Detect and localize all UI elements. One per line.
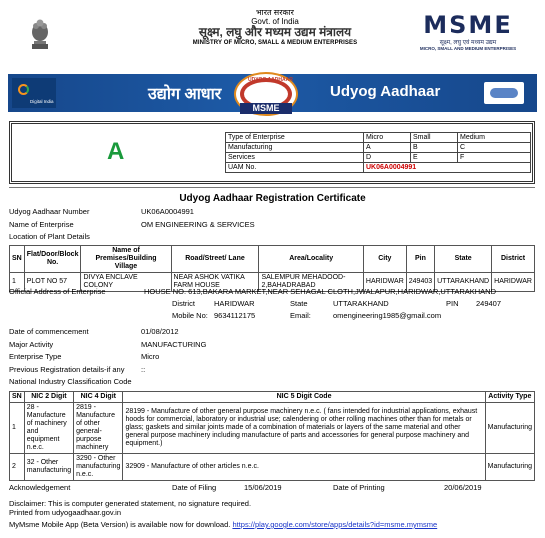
col-header: Name of Premises/Building Village bbox=[81, 246, 171, 273]
gov-hindi: भारत सरकार bbox=[256, 8, 294, 17]
table-cell: Manufacturing bbox=[485, 454, 534, 481]
digital-india-logo bbox=[12, 78, 56, 108]
badge-msme-text: MSME bbox=[240, 103, 292, 114]
enterprise-type-label: Enterprise Type bbox=[9, 352, 62, 361]
col-header: City bbox=[363, 246, 406, 273]
msme-letters: MSME bbox=[423, 11, 513, 39]
acknowledgement-label: Acknowledgement bbox=[9, 483, 71, 492]
pin-value: 249407 bbox=[476, 299, 502, 308]
table-cell: 1 bbox=[10, 273, 25, 292]
government-logo-mark bbox=[490, 88, 518, 98]
type-header-small: Small bbox=[411, 133, 458, 143]
ministry-english: MINISTRY OF MICRO, SMALL & MEDIUM ENTERPRISES bbox=[192, 40, 358, 47]
table-cell: 249403 bbox=[406, 273, 434, 292]
table-row bbox=[10, 403, 535, 454]
udyog-number-label: Udyog Aadhaar Number bbox=[9, 207, 90, 216]
gov-english: Govt. of India bbox=[251, 17, 299, 27]
col-header: Area/Locality bbox=[259, 246, 363, 273]
col-header: SN bbox=[10, 246, 25, 273]
type-label: Manufacturing bbox=[226, 143, 364, 153]
type-cell: F bbox=[458, 153, 531, 163]
col-header: NIC 5 Digit Code bbox=[123, 392, 485, 403]
col-header: Flat/Door/Block No. bbox=[24, 246, 81, 273]
disclaimer-text: Disclaimer: This is computer generated statement, no signature required. bbox=[9, 499, 252, 508]
official-address-label: Official Address of Enterprise bbox=[9, 287, 106, 296]
type-cell: D bbox=[364, 153, 411, 163]
table-row bbox=[226, 163, 531, 173]
type-cell: B bbox=[411, 143, 458, 153]
udyog-aadhaar-english: Udyog Aadhaar bbox=[330, 83, 441, 100]
prev-registration-label: Previous Registration details-if any bbox=[9, 365, 125, 374]
col-header: SN bbox=[10, 392, 25, 403]
email-label: Email: bbox=[290, 311, 311, 320]
printing-date-label: Date of Printing bbox=[333, 483, 385, 492]
table-cell: 28 - Manufacture of machinery and equipment n.e.c. bbox=[24, 403, 73, 454]
type-label: Services bbox=[226, 153, 364, 163]
district-label: District bbox=[172, 299, 195, 308]
app-available-text bbox=[9, 520, 437, 529]
plant-details-table bbox=[9, 245, 535, 292]
state-value: UTTARAKHAND bbox=[333, 299, 389, 308]
type-header-label: Type of Enterprise bbox=[226, 133, 364, 143]
ministry-title bbox=[150, 8, 400, 47]
nic-code-table bbox=[9, 391, 535, 481]
table-row bbox=[226, 153, 531, 163]
col-header: District bbox=[492, 246, 535, 273]
table-cell: DIVYA ENCLAVE COLONY bbox=[81, 273, 171, 292]
udyog-banner bbox=[8, 74, 537, 112]
table-row bbox=[226, 143, 531, 153]
certificate-title: Udyog Aadhaar Registration Certificate bbox=[179, 193, 366, 204]
udyog-aadhaar-hindi: उद्योग आधार bbox=[148, 86, 222, 103]
table-cell: 28199 - Manufacture of other general purpose machinery n.e.c. ( fans intended for industrial applications, exhaust hoods for commercial, laboratory or industrial use; calendering or other rolling machines other than for metals or glass; gaskets and similar joints made of a combination of materials or layers of the same material and other general purpose machinery including manufacture of parts and accessories for general purpose machinery and equipment.) bbox=[123, 403, 485, 454]
table-header-row bbox=[10, 392, 535, 403]
col-header: State bbox=[435, 246, 492, 273]
table-cell: UTTARAKHAND bbox=[435, 273, 492, 292]
enterprise-name-value: OM ENGINEERING & SERVICES bbox=[141, 220, 255, 229]
enterprise-name-label: Name of Enterprise bbox=[9, 220, 74, 229]
uam-label: UAM No. bbox=[226, 163, 364, 173]
mobile-label: Mobile No: bbox=[172, 311, 208, 320]
email-value: omengineering1985@gmail.com bbox=[333, 311, 442, 320]
mobile-value: 9634112175 bbox=[214, 311, 256, 320]
ministry-header bbox=[0, 0, 545, 74]
category-grade: A bbox=[107, 138, 125, 165]
enterprise-type-table bbox=[225, 132, 531, 173]
table-cell: NEAR ASHOK VATIKA FARM HOUSE bbox=[171, 273, 259, 292]
ministry-hindi: सूक्ष्म, लघु और मध्यम उद्यम मंत्रालय bbox=[198, 25, 352, 40]
uam-value: UK06A0004991 bbox=[364, 163, 531, 173]
udyog-number-value: UK06A0004991 bbox=[141, 207, 194, 216]
major-activity-label: Major Activity bbox=[9, 340, 54, 349]
table-cell: 32909 - Manufacture of other articles n.e.c. bbox=[123, 454, 485, 481]
table-cell: 2 bbox=[10, 454, 25, 481]
table-cell: HARIDWAR bbox=[363, 273, 406, 292]
col-header: NIC 4 Digit bbox=[74, 392, 123, 403]
badge-top-text: UDYOG AADHAAR bbox=[248, 77, 293, 83]
table-cell: 1 bbox=[10, 403, 25, 454]
app-download-link[interactable]: https://play.google.com/store/apps/details?id=msme.mymsme bbox=[232, 520, 438, 529]
msme-hindi: सूक्ष्म, लघु एवं मध्यम उद्यम bbox=[439, 40, 497, 46]
enterprise-category-box bbox=[9, 121, 535, 184]
col-header: Road/Street/ Lane bbox=[171, 246, 259, 273]
printed-from-text: Printed from udyogaadhaar.gov.in bbox=[9, 508, 122, 517]
type-cell: A bbox=[364, 143, 411, 153]
col-header: Activity Type bbox=[485, 392, 534, 403]
msme-english: MICRO, SMALL AND MEDIUM ENTERPRISES bbox=[419, 46, 517, 51]
district-value: HARIDWAR bbox=[214, 299, 255, 308]
table-cell: SALEMPUR MEHADOOD-2,BAHADRABAD bbox=[259, 273, 363, 292]
table-cell: Manufacturing bbox=[485, 403, 534, 454]
table-cell: PLOT NO 57 bbox=[24, 273, 81, 292]
type-cell: E bbox=[411, 153, 458, 163]
filing-date-value: 15/06/2019 bbox=[244, 483, 282, 492]
state-label: State bbox=[290, 299, 308, 308]
digital-india-icon bbox=[18, 84, 29, 95]
table-cell: 3290 - Other manufacturing n.e.c. bbox=[74, 454, 123, 481]
enterprise-type-value: Micro bbox=[141, 352, 160, 361]
type-header-micro: Micro bbox=[364, 133, 411, 143]
table-cell: HARIDWAR bbox=[492, 273, 535, 292]
table-row bbox=[226, 133, 531, 143]
col-header: Pin bbox=[406, 246, 434, 273]
app-text: MyMsme Mobile App (Beta Version) is available now for download. bbox=[9, 520, 231, 529]
national-emblem-icon bbox=[28, 14, 52, 52]
col-header: NIC 2 Digit bbox=[24, 392, 73, 403]
type-header-medium: Medium bbox=[458, 133, 531, 143]
commencement-label: Date of commencement bbox=[9, 327, 89, 336]
government-logo-icon bbox=[484, 82, 524, 104]
table-cell: 2819 - Manufacture of other general-purpose machinery bbox=[74, 403, 123, 454]
table-cell: 32 - Other manufacturing bbox=[24, 454, 73, 481]
filing-date-label: Date of Filing bbox=[172, 483, 217, 492]
divider bbox=[9, 187, 535, 188]
prev-registration-value: :: bbox=[141, 365, 146, 374]
commencement-value: 01/08/2012 bbox=[141, 327, 179, 336]
table-row bbox=[10, 454, 535, 481]
official-address-value: HOUSE NO. 613,BAKARA MARKET,NEAR SEHAGAL CLOTH,JWALAPUR,HARIDWAR,UTTARAKHAND bbox=[144, 287, 497, 296]
digital-india-text: Digital India bbox=[30, 99, 54, 104]
plant-location-label: Location of Plant Details bbox=[9, 232, 90, 241]
nic-code-label: National Industry Classification Code bbox=[9, 377, 132, 386]
type-cell: C bbox=[458, 143, 531, 153]
major-activity-value: MANUFACTURING bbox=[141, 340, 207, 349]
pin-label: PIN bbox=[446, 299, 459, 308]
msme-logo bbox=[412, 12, 524, 62]
printing-date-value: 20/06/2019 bbox=[444, 483, 482, 492]
table-header-row bbox=[10, 246, 535, 273]
